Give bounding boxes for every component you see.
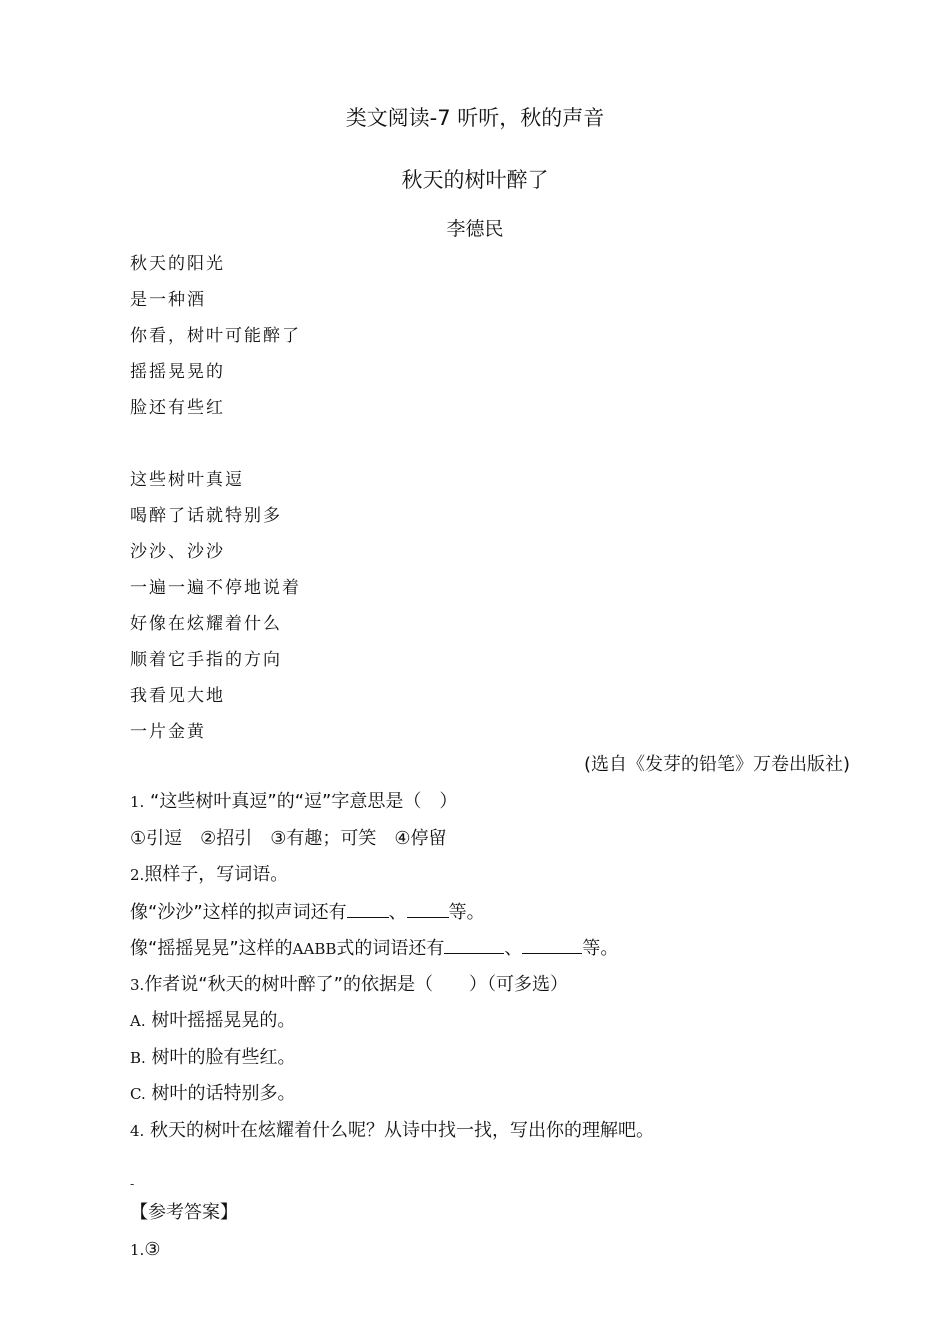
answers-heading: 【参考答案】: [130, 1202, 238, 1223]
prompt-suffix: 等。: [448, 901, 485, 923]
answer-blank[interactable]: [347, 897, 389, 918]
option-label: B.: [130, 1048, 146, 1067]
separator: 、: [388, 901, 407, 923]
poem-line: 一片金黄: [130, 722, 206, 742]
answer-blank[interactable]: [444, 933, 504, 954]
question-1: [130, 787, 850, 824]
poem-body: [130, 250, 301, 754]
poem-line: 喝醉了话就特别多: [130, 506, 282, 526]
question-text: 作者说“秋天的树叶醉了”的依据是（ ）（可多选）: [144, 973, 568, 995]
spacer: [130, 1152, 850, 1178]
poem-line: 摇摇晃晃的: [130, 362, 225, 382]
answer-number: 1.: [130, 1240, 145, 1259]
question-text: 秋天的树叶在炫耀着什么呢？从诗中找一找，写出你的理解吧。: [150, 1119, 655, 1141]
poem-title: 秋天的树叶醉了: [401, 168, 549, 192]
poem-line: 这些树叶真逗: [130, 470, 244, 490]
poem-line: 好像在炫耀着什么: [130, 614, 282, 634]
prompt-suffix: 等。: [582, 938, 619, 959]
option-text: 树叶摇摇晃晃的。: [151, 1010, 296, 1031]
question-2-line-1: [130, 897, 850, 934]
poem-line: 是一种酒: [130, 290, 206, 310]
stanza-break: [130, 430, 301, 466]
question-2: [130, 860, 850, 897]
option-text: 树叶的话特别多。: [151, 1083, 296, 1104]
poem-line: 你看，树叶可能醉了: [130, 326, 301, 346]
question-number: 1.: [130, 793, 145, 811]
question-2-line-2: [130, 933, 850, 970]
poem-line: 沙沙、沙沙: [130, 542, 225, 562]
poem-line: 顺着它手指的方向: [130, 650, 282, 670]
prompt-text: 像“沙沙”这样的拟声词还有: [130, 901, 347, 923]
answer-text: ③: [144, 1238, 161, 1260]
separator: 、: [504, 938, 523, 959]
answer-1: [130, 1235, 850, 1272]
answer-blank[interactable]: [522, 933, 582, 954]
poem-line: 我看见大地: [130, 686, 225, 706]
question-text: “这些树叶真逗”的“逗”字意思是（ ）: [150, 791, 458, 812]
question-number: 2.: [130, 866, 145, 884]
option-label: C.: [130, 1085, 146, 1103]
option-text: 树叶的脸有些红。: [151, 1046, 296, 1068]
poem-line: 脸还有些红: [130, 398, 225, 418]
aabb-label: AABB: [292, 940, 337, 958]
answer-blank[interactable]: [407, 897, 449, 918]
prompt-text: 像“摇摇晃晃”这样的: [130, 938, 293, 959]
prompt-text: 式的词语还有: [336, 938, 445, 959]
option-b: [130, 1043, 850, 1080]
question-1-options: ①引逗 ②招引 ③有趣；可笑 ④停留: [130, 827, 447, 849]
page-title: 类文阅读-7 听听，秋的声音: [345, 106, 605, 130]
questions-section: [130, 787, 850, 1271]
question-number: 4.: [130, 1121, 145, 1140]
question-3: [130, 970, 850, 1007]
question-4: [130, 1116, 850, 1153]
question-number: 3.: [130, 975, 145, 994]
poem-author: 李德民: [446, 218, 504, 240]
poem-line: 秋天的阳光: [130, 254, 225, 274]
option-label: A.: [130, 1012, 146, 1030]
option-c: [130, 1079, 850, 1116]
option-a: [130, 1006, 850, 1043]
poem-line: 一遍一遍不停地说着: [130, 578, 301, 598]
source-citation: (选自《发芽的铅笔》万卷出版社): [583, 754, 850, 775]
divider-mark: -: [130, 1177, 135, 1191]
question-text: 照样子，写词语。: [144, 864, 289, 885]
